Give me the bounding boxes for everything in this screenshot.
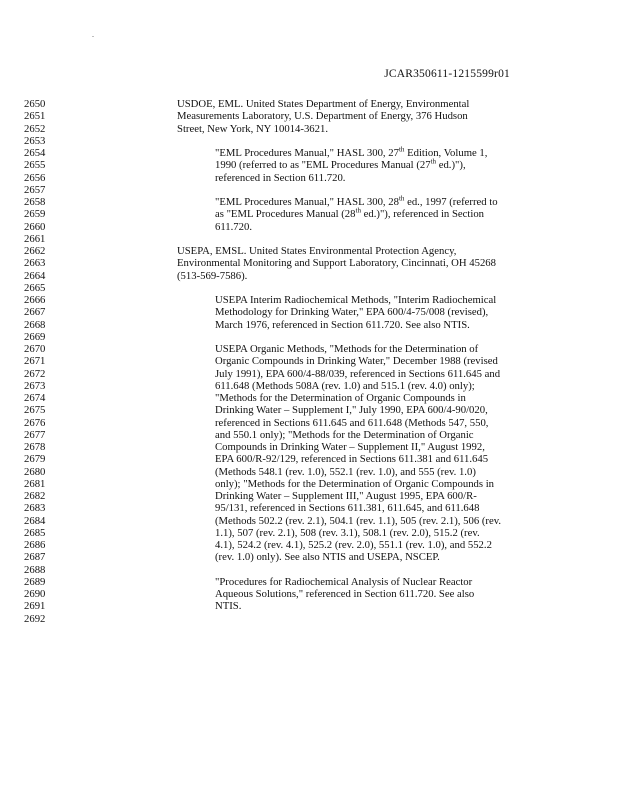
text-line: [0, 453, 619, 465]
line-number: 2671: [24, 355, 46, 368]
text-line: [0, 564, 619, 576]
line-number: 2684: [24, 514, 46, 527]
text-line: [0, 539, 619, 551]
text-line: [0, 245, 619, 257]
line-number: 2664: [24, 269, 46, 282]
text-line: [0, 110, 619, 122]
line-text: USEPA Organic Methods, "Methods for the Determination of: [215, 343, 479, 355]
line-number: 2674: [24, 392, 46, 404]
line-number: 2685: [24, 526, 46, 539]
line-text: (513-569-7586).: [177, 269, 248, 282]
text-line: [0, 368, 619, 380]
line-number: 2658: [24, 196, 46, 208]
line-text: 95/131, referenced in Sections 611.381, 611.645, and 611.648: [215, 502, 480, 515]
text-line: [0, 172, 619, 184]
line-text: USEPA, EMSL. United States Environmental Protection Agency,: [177, 245, 457, 257]
line-text: USEPA Interim Radiochemical Methods, "Interim Radiochemical: [215, 294, 497, 306]
line-number: 2662: [24, 245, 46, 257]
line-number: 2691: [24, 600, 46, 613]
text-line: [0, 147, 619, 159]
text-line: [0, 233, 619, 245]
text-line: [0, 343, 619, 355]
line-text: Aqueous Solutions," referenced in Section 611.720. See also: [215, 588, 475, 600]
line-number: 2667: [24, 306, 46, 319]
line-number: 2687: [24, 551, 46, 564]
line-text: as "EML Procedures Manual (28th ed.)"), referenced in Section: [215, 206, 485, 221]
numbered-lines: [0, 98, 619, 625]
line-text: Compounds in Drinking Water – Supplement II," August 1992,: [215, 441, 485, 453]
line-text: March 1976, referenced in Section 611.720. See also NTIS.: [215, 318, 470, 331]
line-number: 2688: [24, 563, 46, 576]
text-line: [0, 355, 619, 367]
line-text: (Methods 502.2 (rev. 2.1), 504.1 (rev. 1.1), 505 (rev. 2.1), 506 (rev.: [215, 514, 502, 527]
text-line: [0, 208, 619, 220]
line-text: USDOE, EML. United States Department of Energy, Environmental: [177, 98, 470, 110]
line-text: (Methods 548.1 (rev. 1.0), 552.1 (rev. 1.0), and 555 (rev. 1.0): [215, 465, 476, 478]
text-line: [0, 490, 619, 502]
line-number: 2690: [24, 588, 46, 600]
line-number: 2650: [24, 98, 46, 110]
text-line: [0, 319, 619, 331]
line-text: referenced in Section 611.720.: [215, 171, 346, 184]
text-line: [0, 588, 619, 600]
text-line: [0, 135, 619, 147]
text-line: [0, 417, 619, 429]
line-number: 2657: [24, 183, 46, 196]
text-line: [0, 98, 619, 110]
line-text: 1990 (referred to as "EML Procedures Manual (27th ed.)"),: [215, 157, 466, 172]
line-text: only); "Methods for the Determination of Organic Compounds in: [215, 477, 495, 490]
line-text: EPA 600/R-92/129, referenced in Sections 611.381 and 611.645: [215, 453, 489, 466]
text-line: [0, 515, 619, 527]
line-number: 2675: [24, 404, 46, 417]
line-number: 2656: [24, 171, 46, 184]
line-text: 611.720.: [215, 220, 253, 233]
text-line: [0, 600, 619, 612]
text-line: [0, 527, 619, 539]
text-line: [0, 551, 619, 563]
line-text: Drinking Water – Supplement I," July 1990, EPA 600/4-90/020,: [215, 404, 488, 417]
line-number: 2676: [24, 416, 46, 429]
line-number: 2654: [24, 147, 46, 159]
text-line: [0, 380, 619, 392]
text-line: [0, 270, 619, 282]
line-text: "Methods for the Determination of Organic Compounds in: [215, 392, 466, 404]
text-line: [0, 221, 619, 233]
line-number: 2689: [24, 575, 46, 588]
line-number: 2673: [24, 379, 46, 392]
line-text: NTIS.: [215, 600, 242, 613]
text-line: [0, 123, 619, 135]
line-number: 2655: [24, 159, 46, 172]
line-number: 2663: [24, 257, 46, 270]
line-text: Measurements Laboratory, U.S. Department of Energy, 376 Hudson: [177, 110, 468, 123]
line-number: 2668: [24, 318, 46, 331]
line-number: 2683: [24, 502, 46, 515]
text-line: [0, 306, 619, 318]
document-id: JCAR350611-1215599r01: [384, 68, 510, 80]
line-text: "Procedures for Radiochemical Analysis of Nuclear Reactor: [215, 575, 473, 588]
line-text: Street, New York, NY 10014-3621.: [177, 122, 329, 135]
line-text: Drinking Water – Supplement III," August 1995, EPA 600/R-: [215, 490, 477, 502]
line-text: Organic Compounds in Drinking Water," December 1988 (revised: [215, 355, 498, 368]
line-number: 2672: [24, 367, 46, 380]
line-number: 2670: [24, 343, 46, 355]
text-line: [0, 331, 619, 343]
line-number: 2682: [24, 490, 46, 502]
text-line: [0, 404, 619, 416]
line-number: 2677: [24, 428, 46, 441]
line-number: 2660: [24, 220, 46, 233]
text-line: [0, 478, 619, 490]
line-number: 2669: [24, 330, 46, 343]
line-number: 2666: [24, 294, 46, 306]
line-text: 1.1), 507 (rev. 2.1), 508 (rev. 3.1), 508.1 (rev. 2.0), 515.2 (rev.: [215, 526, 480, 539]
text-line: [0, 159, 619, 171]
line-number: 2665: [24, 281, 46, 294]
text-line: [0, 429, 619, 441]
line-number: 2681: [24, 477, 46, 490]
line-number: 2661: [24, 232, 46, 245]
page-mark: .: [92, 30, 94, 39]
line-number: 2678: [24, 441, 46, 453]
line-text: 611.648 (Methods 508A (rev. 1.0) and 515.1 (rev. 4.0) only);: [215, 379, 475, 392]
line-number: 2652: [24, 122, 46, 135]
text-line: [0, 441, 619, 453]
line-text: Environmental Monitoring and Support Laboratory, Cincinnati, OH 45268: [177, 257, 496, 270]
line-text: and 550.1 only); "Methods for the Determination of Organic: [215, 428, 474, 441]
line-text: "EML Procedures Manual," HASL 300, 27th Edition, Volume 1,: [215, 145, 488, 159]
line-number: 2680: [24, 465, 46, 478]
text-line: [0, 257, 619, 269]
text-line: [0, 392, 619, 404]
text-line: [0, 282, 619, 294]
line-number: 2659: [24, 208, 46, 221]
line-text: 4.1), 524.2 (rev. 4.1), 525.2 (rev. 2.0), 551.1 (rev. 1.0), and 552.2: [215, 539, 492, 551]
line-number: 2692: [24, 612, 46, 625]
text-line: [0, 294, 619, 306]
text-line: [0, 502, 619, 514]
text-line: [0, 466, 619, 478]
line-number: 2651: [24, 110, 46, 123]
text-line: [0, 196, 619, 208]
line-text: (rev. 1.0) only). See also NTIS and USEPA, NSCEP.: [215, 551, 440, 564]
text-line: [0, 184, 619, 196]
line-number: 2686: [24, 539, 46, 551]
text-line: [0, 576, 619, 588]
line-number: 2653: [24, 134, 46, 147]
line-text: referenced in Sections 611.645 and 611.648 (Methods 547, 550,: [215, 416, 489, 429]
line-text: "EML Procedures Manual," HASL 300, 28th ed., 1997 (referred to: [215, 194, 498, 208]
line-text: Methodology for Drinking Water," EPA 600/4-75/008 (revised),: [215, 306, 489, 319]
line-number: 2679: [24, 453, 46, 466]
line-text: July 1991), EPA 600/4-88/039, referenced in Sections 611.645 and: [215, 367, 501, 380]
text-line: [0, 613, 619, 625]
